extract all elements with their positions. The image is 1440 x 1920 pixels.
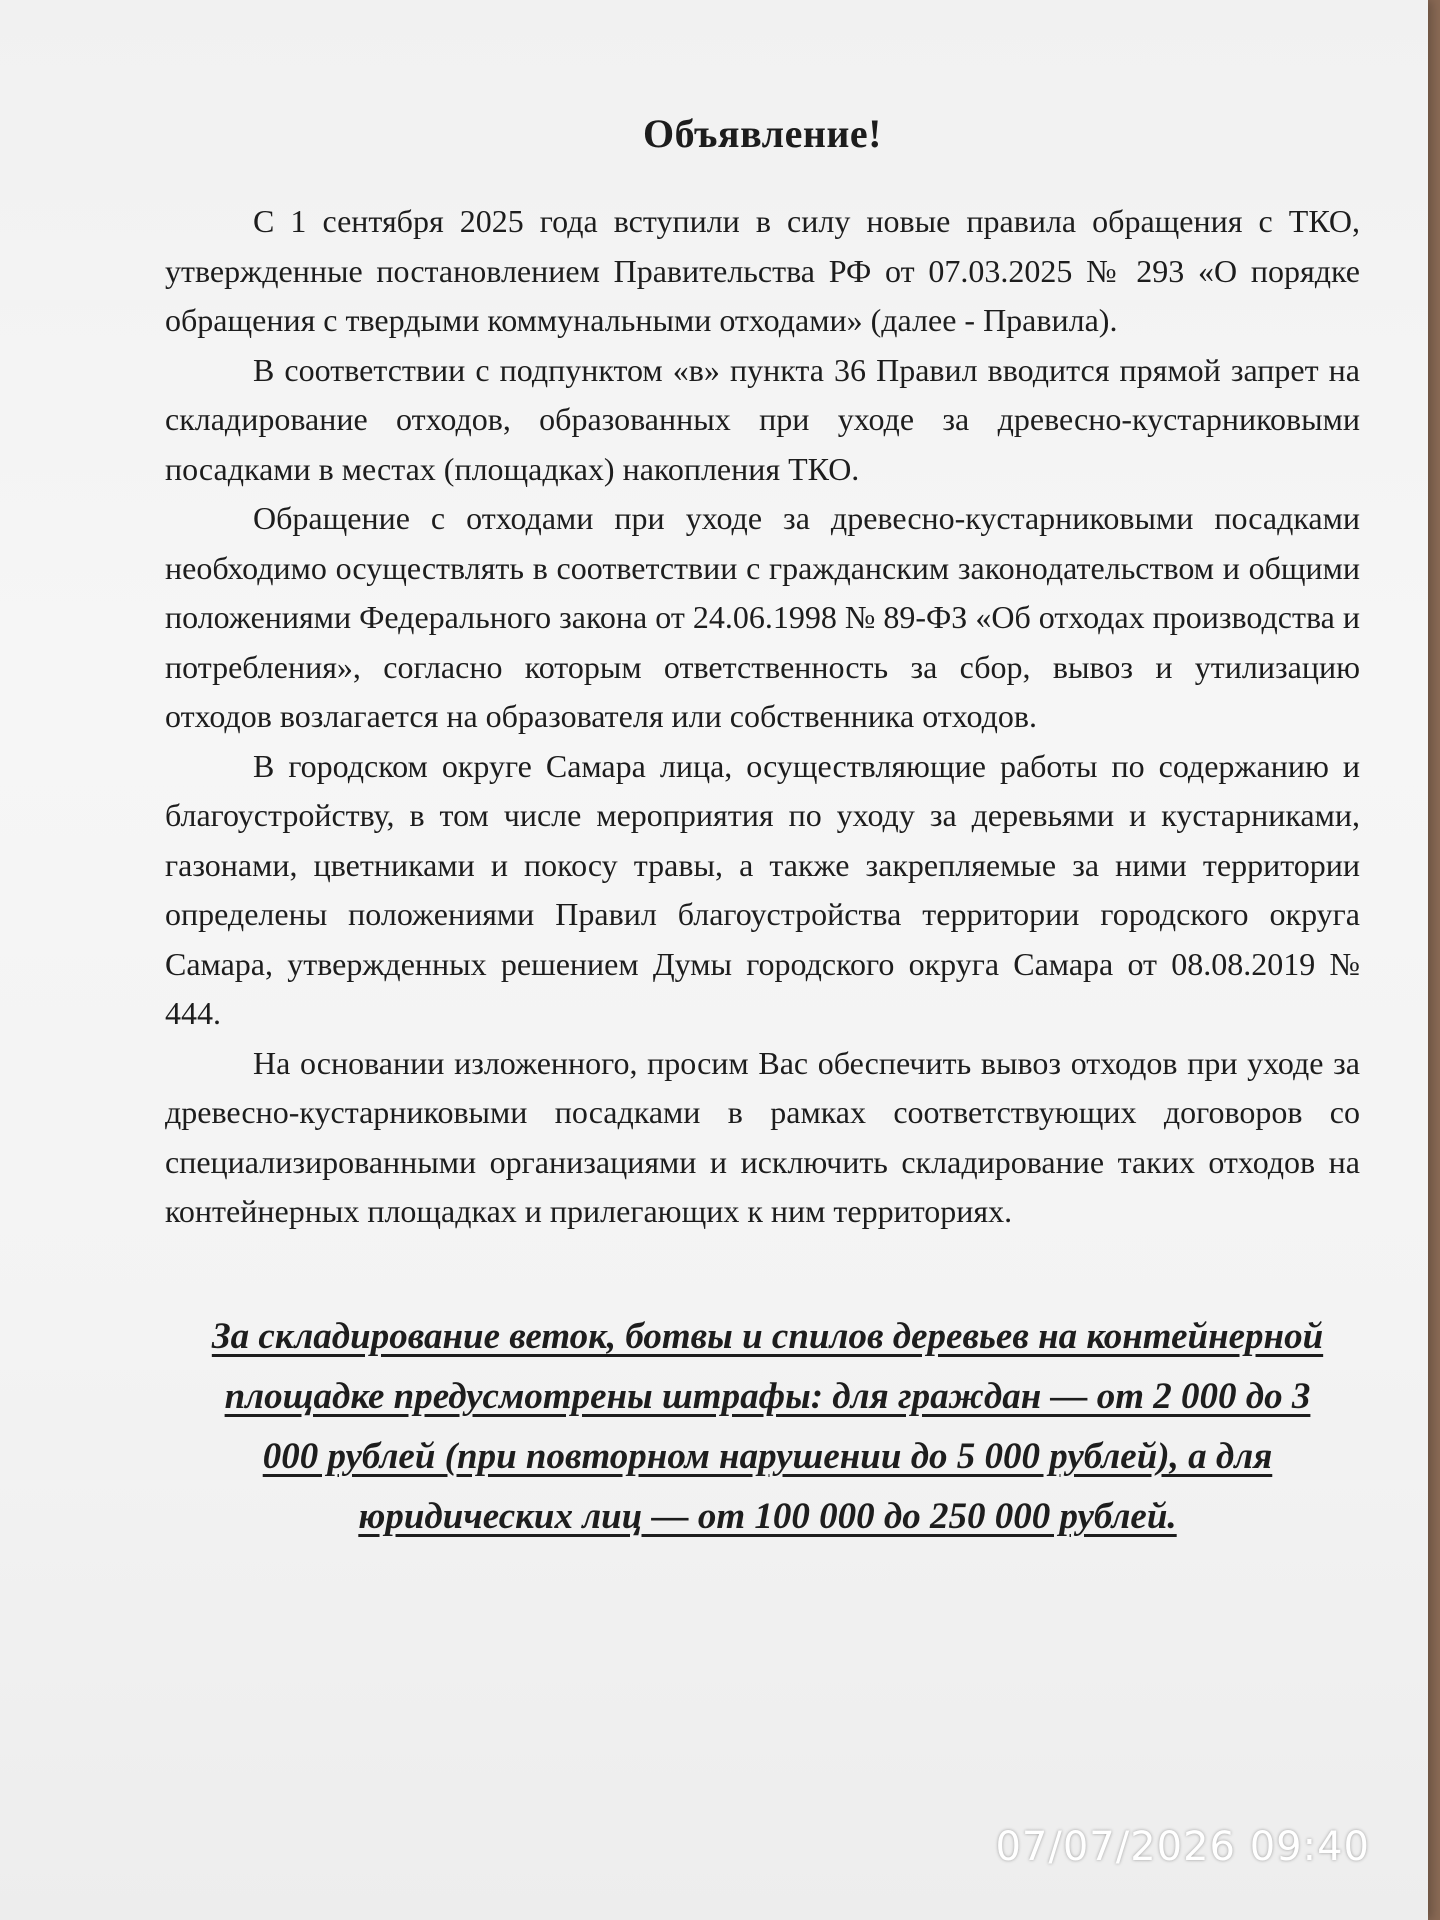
notice-content: [165, 110, 1360, 1547]
photo-timestamp: 07/07/2026 09:40: [995, 1824, 1370, 1870]
paragraph-4: В городском округе Самара лица, осуществляющие работы по содержанию и благоустройству, в том числе мероприятия по уходу за деревьями и кустарниками, газонами, цветниками и покосу травы, а также закрепляемые за ними территории определены положениями Правил благоустройства территории городского округа Самара, утвержденных решением Думы городского округа Самара от 08.08.2019 № 444.: [165, 747, 1360, 1031]
paragraph-2: В соответствии с подпунктом «в» пункта 36 Правил вводится прямой запрет на складирование отходов, образованных при уходе за древесно-кустарниковыми посадками в местах (площадках) накопления ТКО.: [165, 351, 1360, 487]
paragraph-5: На основании изложенного, просим Вас обеспечить вывоз отходов при уходе за древесно-кустарниковыми посадками в рамках соответствующих договоров со специализированными организациями и исключить складирование таких отходов на контейнерных площадках и прилегающих к ним территориях.: [165, 1044, 1360, 1229]
paragraph-3: Обращение с отходами при уходе за древесно-кустарниковыми посадками необходимо осуществлять в соответствии с гражданским законодательством и общими положениями Федерального закона от 24.06.1998 № 89-ФЗ «Об отходах производства и потребления», согласно которым ответственность за сбор, вывоз и утилизацию отходов возлагается на образователя или собственника отходов.: [165, 500, 1360, 734]
paragraph-1: С 1 сентября 2025 года вступили в силу новые правила обращения с ТКО, утвержденные постановлением Правительства РФ от 07.03.2025 № 293 «О порядке обращения с твердыми коммунальными отходами» (далее - Правила).: [165, 203, 1360, 338]
fine-notice: За складирование веток, ботвы и спилов деревьев на контейнерной площадке предусмотрены штрафы: для граждан — от 2 000 до 3 000 рублей (при повторном нарушении до 5 000 рублей), а для юридических лиц — от 100 000 до 250 000 рублей.: [211, 1315, 1324, 1537]
notice-title: Объявление!: [642, 111, 882, 156]
